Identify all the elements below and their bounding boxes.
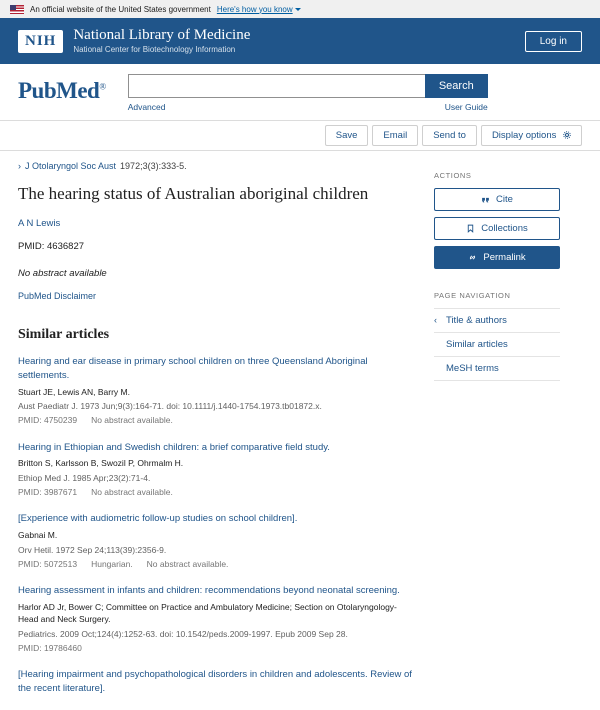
pubmed-disclaimer-link[interactable]: PubMed Disclaimer [18, 291, 97, 302]
gov-banner-text: An official website of the United States government [30, 4, 211, 14]
page-navigation-label: PAGE NAVIGATION [434, 291, 511, 300]
similar-article-title[interactable]: Hearing in Ethiopian and Swedish children: a brief comparative field study. [18, 441, 330, 453]
action-bar [0, 121, 600, 151]
similar-article-pmid: PMID: 3987671 [18, 487, 78, 498]
nih-subtitle: National Center for Biotechnology Information [73, 44, 236, 54]
nih-logo[interactable]: NIH [18, 30, 63, 53]
similar-article-note: No abstract available. [91, 415, 173, 426]
similar-article-pmid: PMID: 4750239 [18, 415, 78, 426]
similar-article-meta [18, 486, 414, 498]
similar-article-title[interactable]: [Experience with audiometric follow-up studies on school children]. [18, 513, 298, 525]
similar-article-pmid: PMID: 5072513 [18, 558, 78, 569]
save-button[interactable]: Save [325, 125, 369, 146]
similar-article-authors: Harlor AD Jr, Bower C; Committee on Practice and Ambulatory Medicine; Section on Otolaryngology-Head and Neck Surgery. [18, 601, 397, 625]
similar-article-citation: Ethiop Med J. 1985 Apr;23(2):71-4. [18, 472, 151, 483]
page-body [0, 151, 600, 710]
similar-article-citation: Orv Hetil. 1972 Sep 24;113(39):2356-9. [18, 544, 167, 555]
search-button[interactable]: Search [425, 74, 488, 98]
chevron-right-icon: › [18, 161, 21, 171]
pubmed-header [0, 64, 600, 121]
us-flag-icon [10, 5, 24, 14]
similar-article-meta [18, 642, 414, 654]
list-item [18, 355, 414, 426]
send-to-button[interactable]: Send to [422, 125, 477, 146]
email-button[interactable]: Email [372, 125, 418, 146]
sidebar [434, 161, 560, 710]
similar-article-title[interactable]: Hearing and ear disease in primary school children on three Queensland Aboriginal settlements. [18, 356, 368, 382]
login-button[interactable]: Log in [525, 31, 582, 52]
nih-header [0, 18, 600, 64]
gear-icon [563, 131, 571, 139]
article-pmid: PMID: 4636827 [18, 241, 85, 253]
main-column [18, 161, 414, 710]
similar-article-authors: Britton S, Karlsson B, Swozil P, Ohrmalm H. [18, 458, 184, 469]
pubmed-logo[interactable]: PubMed® [18, 78, 106, 103]
similar-article-authors: Stuart JE, Lewis AN, Barry M. [18, 386, 130, 397]
search-input[interactable] [128, 74, 425, 98]
page-title: The hearing status of Australian aboriginal children [18, 184, 369, 203]
display-options-button[interactable]: Display options [481, 125, 582, 146]
nav-mesh-terms[interactable]: MeSH terms [434, 357, 560, 381]
collections-button[interactable]: Collections [434, 217, 560, 240]
similar-article-meta [18, 558, 414, 570]
similar-article-note: No abstract available. [91, 487, 173, 498]
breadcrumb-citation: 1972;3(3):333-5. [120, 161, 187, 171]
list-item [18, 584, 414, 654]
cite-button[interactable]: Cite [434, 188, 560, 211]
similar-article-note: No abstract available. [146, 558, 229, 569]
similar-article-pmid: PMID: 19786460 [18, 642, 82, 653]
similar-article-language: Hungarian. [91, 558, 133, 569]
chevron-down-icon [295, 8, 301, 11]
gov-banner [0, 0, 600, 18]
list-item [18, 668, 414, 696]
chevron-left-icon: ‹ [434, 315, 437, 325]
page-navigation-list [434, 308, 560, 381]
bookmark-icon [466, 224, 475, 233]
similar-article-meta [18, 414, 414, 426]
breadcrumb [18, 161, 414, 171]
similar-article-citation: Pediatrics. 2009 Oct;124(4):1252-63. doi: 10.1542/peds.2009-1997. Epub 2009 Sep 28. [18, 628, 348, 639]
nav-title-authors[interactable]: ‹ Title & authors [434, 308, 560, 333]
list-item [18, 512, 414, 570]
quote-icon [481, 195, 490, 204]
breadcrumb-journal[interactable]: J Otolaryngol Soc Aust [25, 161, 117, 171]
similar-article-authors: Gabnai M. [18, 530, 58, 541]
similar-article-citation: Aust Paediatr J. 1973 Jun;9(3):164-71. doi: 10.1111/j.1440-1754.1973.tb01872.x. [18, 401, 322, 412]
similar-articles-heading: Similar articles [18, 327, 110, 343]
similar-article-title[interactable]: Hearing assessment in infants and children: recommendations beyond neonatal screening. [18, 585, 400, 597]
list-item [18, 441, 414, 499]
nih-title: National Library of Medicine [73, 27, 251, 44]
nih-brand[interactable] [18, 27, 250, 55]
actions-label: ACTIONS [434, 171, 472, 180]
no-abstract-text: No abstract available [18, 268, 107, 280]
permalink-button[interactable]: Permalink [434, 246, 560, 269]
similar-article-title[interactable]: [Hearing impairment and psychopathological disorders in children and adolescents. Review of the recent literature]. [18, 669, 412, 694]
nav-similar-articles[interactable]: Similar articles [434, 333, 560, 357]
user-guide-link[interactable]: User Guide [444, 102, 488, 112]
search-area [128, 74, 488, 112]
how-you-know-link[interactable]: Here's how you know [217, 5, 301, 14]
article-authors[interactable]: A N Lewis [18, 218, 61, 230]
advanced-search-link[interactable]: Advanced [127, 102, 166, 112]
link-icon [468, 253, 477, 262]
